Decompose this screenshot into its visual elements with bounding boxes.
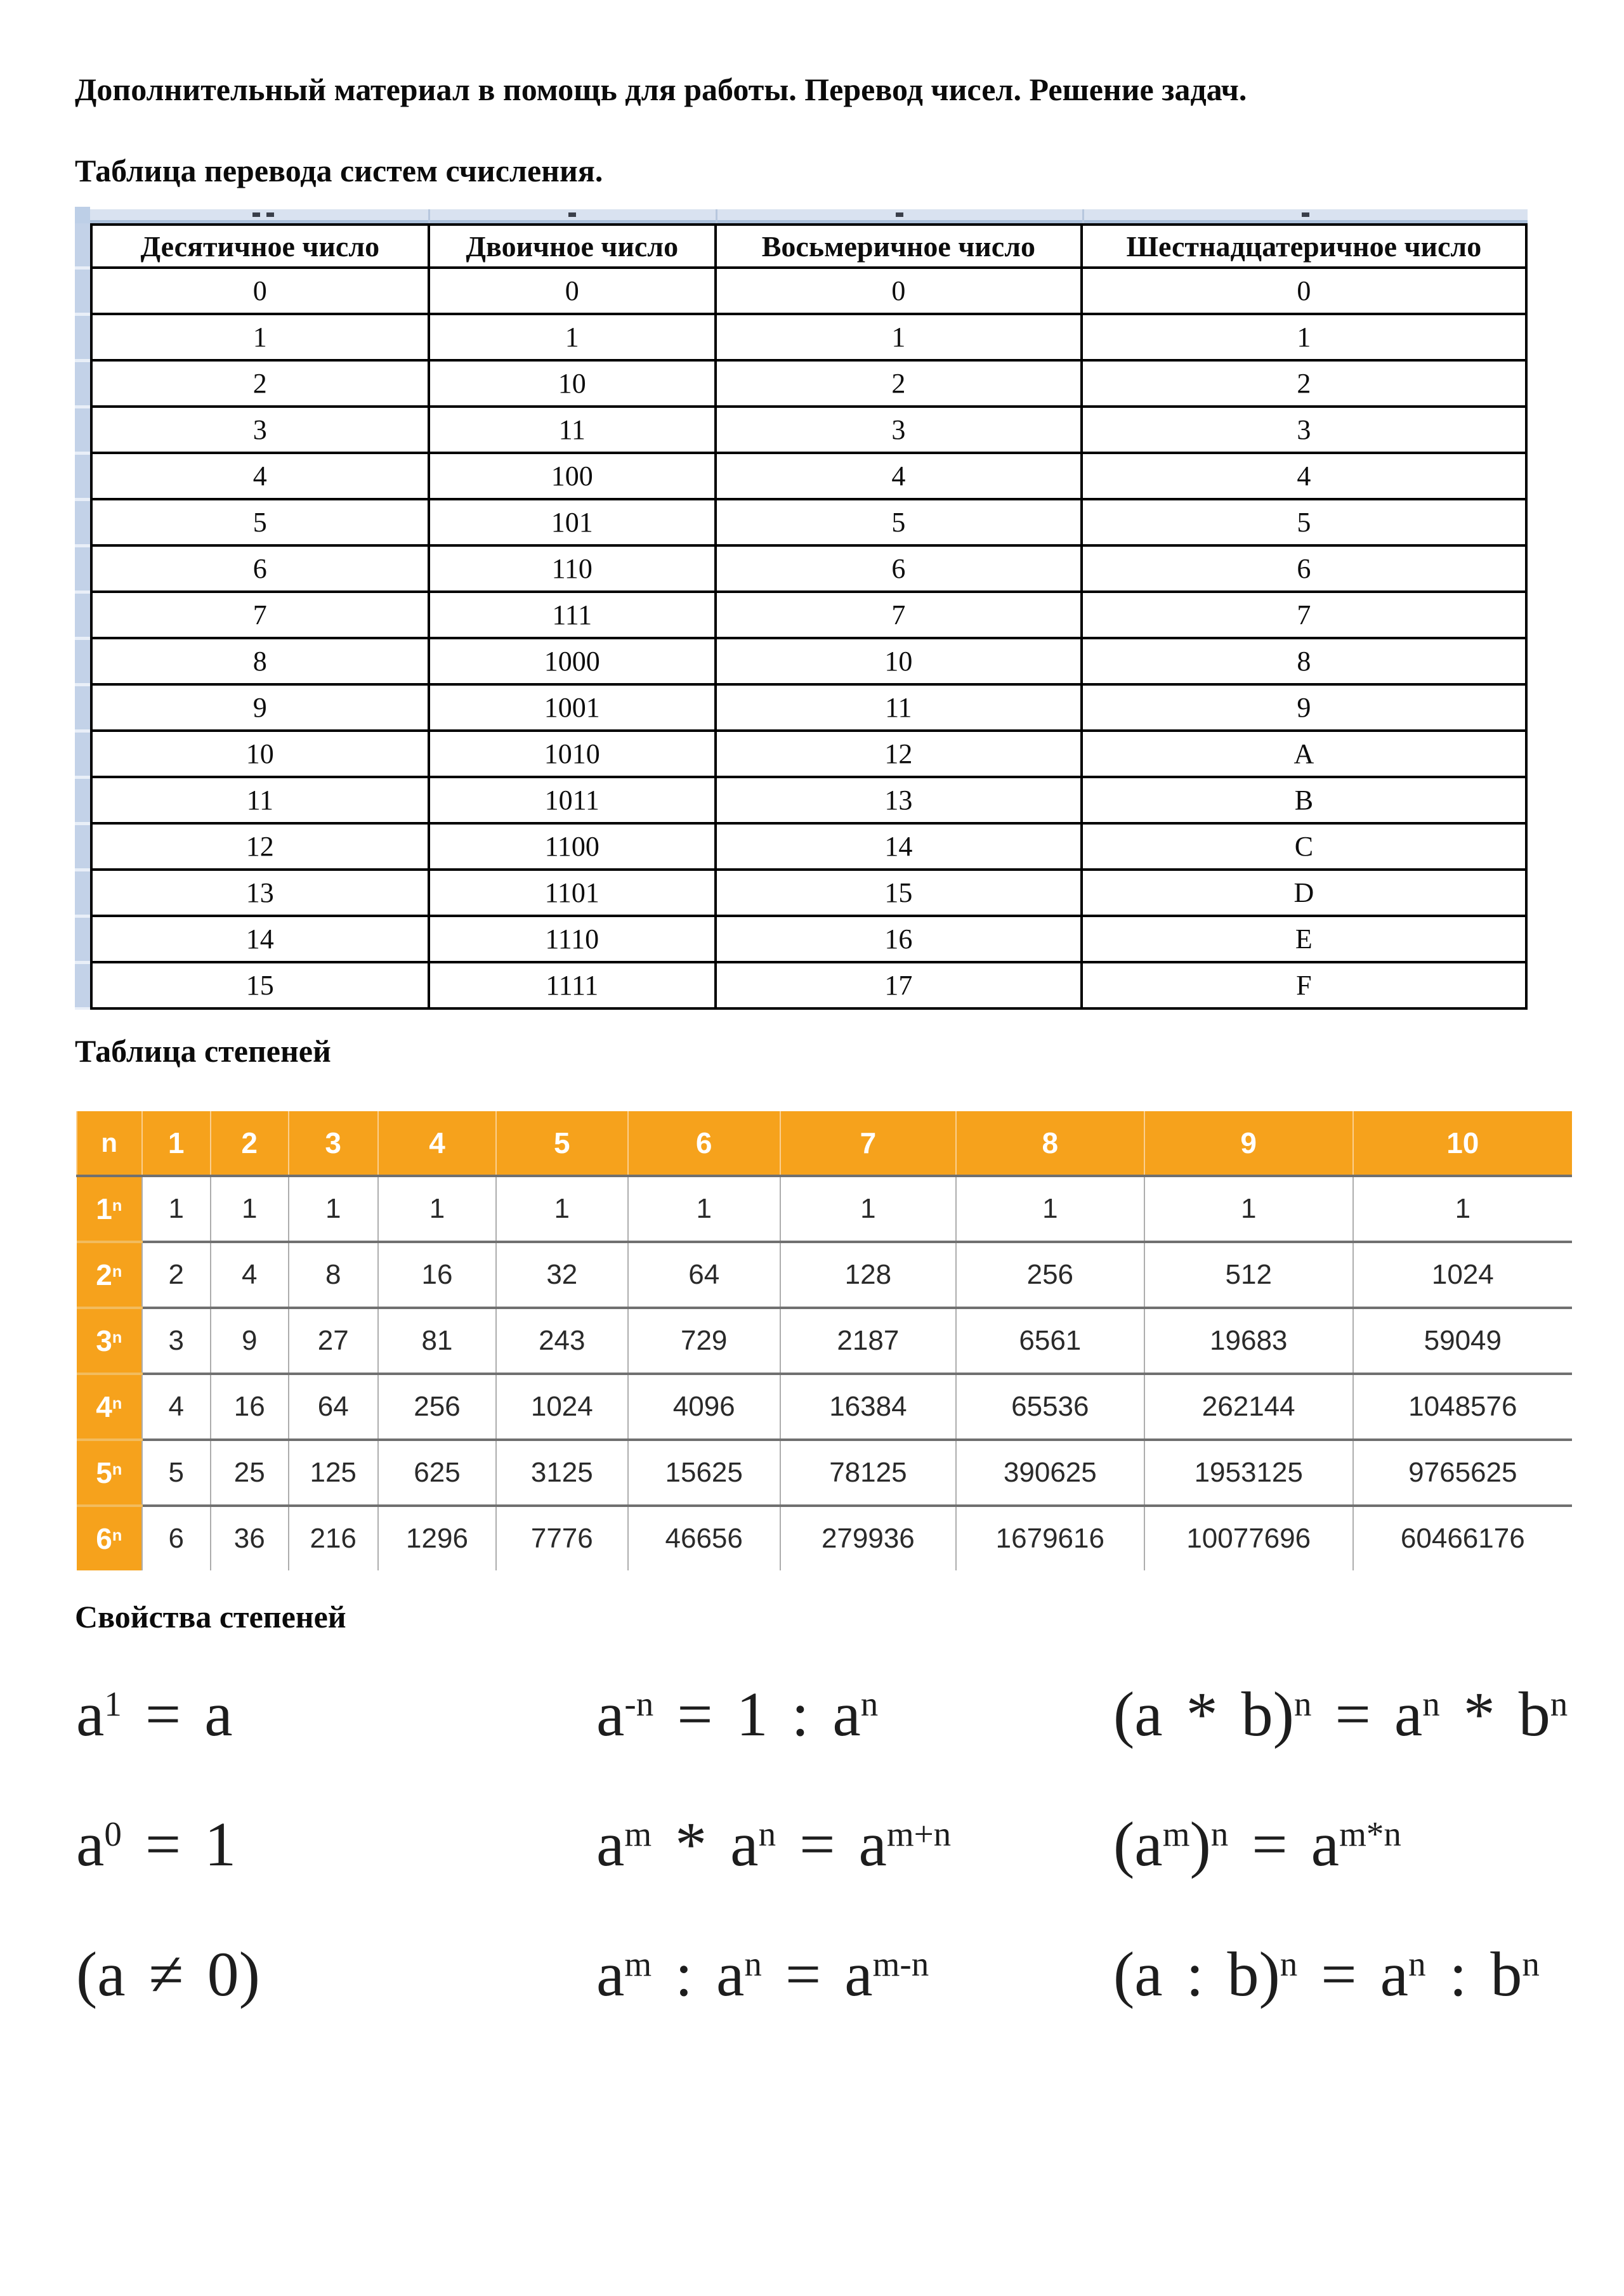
conversion-cell: 11 xyxy=(429,407,716,453)
powers-header-cell: 9 xyxy=(1144,1111,1353,1176)
conversion-row xyxy=(91,453,1526,499)
formula-superscript: n xyxy=(1408,1945,1426,1984)
cropped-text-artifact xyxy=(252,212,260,217)
conversion-row xyxy=(91,360,1526,407)
powers-header-cell: 8 xyxy=(956,1111,1144,1176)
conversion-cell: 12 xyxy=(716,731,1082,777)
conversion-header-cell: Шестнадцатеричное число xyxy=(1082,225,1526,268)
conversion-header-cell: Восьмеричное число xyxy=(716,225,1082,268)
conversion-cell: 13 xyxy=(716,777,1082,823)
conversion-row xyxy=(91,777,1526,823)
conversion-cell: 1101 xyxy=(429,870,716,916)
strip-divider xyxy=(716,209,717,223)
powers-cell: 65536 xyxy=(956,1374,1144,1440)
formula: $a^{-n} = 1$ : $a^n$ xyxy=(596,1678,879,1749)
powers-row xyxy=(77,1176,1572,1242)
powers-cell: 4 xyxy=(142,1374,211,1440)
conversion-cell: 100 xyxy=(429,453,716,499)
conversion-cell: 13 xyxy=(91,870,429,916)
powers-cell: 59049 xyxy=(1353,1308,1572,1374)
formula-superscript: n xyxy=(758,1815,776,1854)
conversion-cell: 1 xyxy=(429,314,716,360)
conversion-row xyxy=(91,962,1526,1008)
powers-cell: 1 xyxy=(628,1176,780,1242)
powers-header-row xyxy=(77,1111,1572,1176)
conversion-cell: 1000 xyxy=(429,638,716,684)
powers-cell: 8 xyxy=(289,1242,378,1308)
formula-superscript: n xyxy=(1422,1685,1440,1724)
conversion-cell: 11 xyxy=(716,684,1082,731)
conversion-cell: 1011 xyxy=(429,777,716,823)
powers-header-cell: 3 xyxy=(289,1111,378,1176)
conversion-row xyxy=(91,684,1526,731)
conversion-cell: 1010 xyxy=(429,731,716,777)
powers-cell: 4096 xyxy=(628,1374,780,1440)
conversion-cell: 15 xyxy=(716,870,1082,916)
powers-row-label: 6$^n$ xyxy=(77,1506,142,1570)
powers-cell: 1 xyxy=(1144,1176,1353,1242)
formula-superscript: -n xyxy=(624,1685,654,1724)
exponent-superscript: n xyxy=(112,1263,122,1281)
powers-cell: 16 xyxy=(378,1242,496,1308)
conversion-cell: 0 xyxy=(91,268,429,314)
powers-cell: 16384 xyxy=(780,1374,956,1440)
conversion-cell: 1100 xyxy=(429,823,716,870)
powers-row-label: 1$^n$ xyxy=(77,1176,142,1242)
conversion-cell: 1110 xyxy=(429,916,716,962)
conversion-row xyxy=(91,916,1526,962)
conversion-cell: 7 xyxy=(1082,592,1526,638)
conversion-row xyxy=(91,268,1526,314)
conversion-cell: 2 xyxy=(716,360,1082,407)
formula: (a : $b)^n = a^n$ : $b^n$ xyxy=(1113,1938,1540,2009)
conversion-cell: B xyxy=(1082,777,1526,823)
powers-cell: 6561 xyxy=(956,1308,1144,1374)
conversion-cell: 4 xyxy=(91,453,429,499)
powers-row xyxy=(77,1374,1572,1440)
conversion-cell: 16 xyxy=(716,916,1082,962)
conversion-cell: 1001 xyxy=(429,684,716,731)
conversion-row xyxy=(91,499,1526,545)
powers-cell: 256 xyxy=(956,1242,1144,1308)
formula: (a ≠ 0) xyxy=(76,1938,260,2009)
conversion-cell: 0 xyxy=(429,268,716,314)
exponent-superscript: n xyxy=(112,1461,122,1479)
powers-cell: 279936 xyxy=(780,1506,956,1570)
powers-cell: 1 xyxy=(780,1176,956,1242)
conversion-cell: 7 xyxy=(716,592,1082,638)
conversion-header-cell: Двоичное число xyxy=(429,225,716,268)
formula-superscript: m xyxy=(624,1945,652,1984)
powers-cell: 19683 xyxy=(1144,1308,1353,1374)
conversion-row xyxy=(91,592,1526,638)
conversion-cell: D xyxy=(1082,870,1526,916)
powers-cell: 1 xyxy=(1353,1176,1572,1242)
conversion-cell: 2 xyxy=(1082,360,1526,407)
conversion-row xyxy=(91,407,1526,453)
cropped-row-strip xyxy=(75,209,1528,223)
conversion-cell: 3 xyxy=(1082,407,1526,453)
cropped-text-artifact xyxy=(1302,212,1309,217)
conversion-cell: 6 xyxy=(91,545,429,592)
conversion-cell: 4 xyxy=(716,453,1082,499)
conversion-cell: 111 xyxy=(429,592,716,638)
conversion-cell: A xyxy=(1082,731,1526,777)
powers-cell: 7776 xyxy=(496,1506,627,1570)
formula-superscript: n xyxy=(1210,1815,1229,1854)
powers-cell: 125 xyxy=(289,1440,378,1506)
powers-cell: 729 xyxy=(628,1308,780,1374)
powers-cell: 25 xyxy=(211,1440,289,1506)
conversion-cell: C xyxy=(1082,823,1526,870)
powers-cell: 5 xyxy=(142,1440,211,1506)
powers-header-cell: 7 xyxy=(780,1111,956,1176)
strip-divider xyxy=(1082,209,1084,223)
powers-cell: 36 xyxy=(211,1506,289,1570)
powers-cell: 1296 xyxy=(378,1506,496,1570)
powers-cell: 216 xyxy=(289,1506,378,1570)
powers-cell: 81 xyxy=(378,1308,496,1374)
conversion-row xyxy=(91,314,1526,360)
conversion-cell: 5 xyxy=(1082,499,1526,545)
powers-cell: 32 xyxy=(496,1242,627,1308)
excel-row-header-sliver xyxy=(75,223,90,1010)
conversion-row xyxy=(91,870,1526,916)
formula-superscript: n xyxy=(1522,1945,1540,1984)
powers-row-label: 2$^n$ xyxy=(77,1242,142,1308)
conversion-cell: F xyxy=(1082,962,1526,1008)
exponent-superscript: n xyxy=(112,1395,122,1413)
powers-cell: 243 xyxy=(496,1308,627,1374)
powers-cell: 2 xyxy=(142,1242,211,1308)
formula-superscript: m+n xyxy=(886,1815,952,1854)
powers-cell: 1 xyxy=(289,1176,378,1242)
powers-cell: 1 xyxy=(956,1176,1144,1242)
powers-row xyxy=(77,1506,1572,1570)
powers-header-cell: 5 xyxy=(496,1111,627,1176)
powers-cell: 6 xyxy=(142,1506,211,1570)
powers-row-label: 5$^n$ xyxy=(77,1440,142,1506)
section-title-properties: Свойства степеней xyxy=(75,1599,346,1634)
powers-cell: 3 xyxy=(142,1308,211,1374)
powers-row xyxy=(77,1308,1572,1374)
conversion-cell: 9 xyxy=(91,684,429,731)
conversion-cell: 101 xyxy=(429,499,716,545)
conversion-row xyxy=(91,638,1526,684)
powers-cell: 1953125 xyxy=(1144,1440,1353,1506)
formula-superscript: n xyxy=(1280,1945,1298,1984)
powers-cell: 4 xyxy=(211,1242,289,1308)
conversion-cell: 10 xyxy=(429,360,716,407)
formula-superscript: m xyxy=(624,1815,652,1854)
cropped-text-artifact xyxy=(266,212,274,217)
powers-cell: 64 xyxy=(289,1374,378,1440)
conversion-cell: 1111 xyxy=(429,962,716,1008)
conversion-cell: 1 xyxy=(1082,314,1526,360)
formula: $(a^m)^n = a^{m*n}$ xyxy=(1113,1808,1401,1879)
powers-cell: 10077696 xyxy=(1144,1506,1353,1570)
cropped-text-artifact xyxy=(568,212,576,217)
powers-cell: 78125 xyxy=(780,1440,956,1506)
powers-cell: 1 xyxy=(496,1176,627,1242)
powers-header-cell: 6 xyxy=(628,1111,780,1176)
formula-superscript: m*n xyxy=(1339,1815,1401,1854)
powers-header-cell: 4 xyxy=(378,1111,496,1176)
powers-cell: 9 xyxy=(211,1308,289,1374)
powers-row xyxy=(77,1440,1572,1506)
powers-row xyxy=(77,1242,1572,1308)
conversion-cell: 12 xyxy=(91,823,429,870)
powers-cell: 3125 xyxy=(496,1440,627,1506)
conversion-cell: 8 xyxy=(1082,638,1526,684)
powers-table xyxy=(76,1111,1572,1570)
powers-cell: 64 xyxy=(628,1242,780,1308)
powers-cell: 9765625 xyxy=(1353,1440,1572,1506)
conversion-cell: E xyxy=(1082,916,1526,962)
power-properties xyxy=(76,1649,1573,2039)
powers-cell: 625 xyxy=(378,1440,496,1506)
conversion-cell: 3 xyxy=(716,407,1082,453)
powers-cell: 60466176 xyxy=(1353,1506,1572,1570)
conversion-cell: 6 xyxy=(716,545,1082,592)
conversion-cell: 1 xyxy=(716,314,1082,360)
powers-cell: 16 xyxy=(211,1374,289,1440)
exponent-superscript: n xyxy=(112,1329,122,1347)
formula-superscript: n xyxy=(744,1945,762,1984)
formula: $(a * b)^n = a^n * b^n$ xyxy=(1113,1678,1568,1749)
powers-cell: 2187 xyxy=(780,1308,956,1374)
exponent-superscript: n xyxy=(112,1527,122,1545)
conversion-cell: 1 xyxy=(91,314,429,360)
formula-superscript: n xyxy=(1550,1685,1568,1724)
powers-cell: 262144 xyxy=(1144,1374,1353,1440)
powers-cell: 1 xyxy=(378,1176,496,1242)
conversion-cell: 9 xyxy=(1082,684,1526,731)
conversion-cell: 5 xyxy=(716,499,1082,545)
conversion-cell: 14 xyxy=(716,823,1082,870)
formula: $a^0 = 1$ xyxy=(76,1808,237,1879)
conversion-cell: 11 xyxy=(91,777,429,823)
exponent-superscript: n xyxy=(112,1197,122,1215)
conversion-cell: 7 xyxy=(91,592,429,638)
powers-cell: 15625 xyxy=(628,1440,780,1506)
powers-cell: 1024 xyxy=(496,1374,627,1440)
powers-cell: 46656 xyxy=(628,1506,780,1570)
formula-superscript: n xyxy=(860,1685,879,1724)
powers-cell: 390625 xyxy=(956,1440,1144,1506)
section-title-powers: Таблица степеней xyxy=(75,1033,331,1069)
section-title-conversion: Таблица перевода систем счисления. xyxy=(75,153,603,188)
powers-cell: 1 xyxy=(211,1176,289,1242)
conversion-cell: 0 xyxy=(716,268,1082,314)
formula: $a^1 = a$ xyxy=(76,1678,233,1749)
conversion-cell: 6 xyxy=(1082,545,1526,592)
conversion-header-row xyxy=(91,225,1526,268)
formula: $a^m * a^n = a^{m+n}$ xyxy=(596,1808,952,1879)
powers-corner-label: n xyxy=(77,1111,142,1176)
conversion-row xyxy=(91,545,1526,592)
powers-cell: 256 xyxy=(378,1374,496,1440)
conversion-cell: 17 xyxy=(716,962,1082,1008)
conversion-table-screenshot xyxy=(75,209,1528,1010)
conversion-header-cell: Десятичное число xyxy=(91,225,429,268)
conversion-cell: 5 xyxy=(91,499,429,545)
powers-header-cell: 10 xyxy=(1353,1111,1572,1176)
conversion-cell: 4 xyxy=(1082,453,1526,499)
formula-superscript: 1 xyxy=(104,1685,122,1724)
powers-cell: 1 xyxy=(142,1176,211,1242)
conversion-cell: 2 xyxy=(91,360,429,407)
conversion-cell: 10 xyxy=(91,731,429,777)
conversion-cell: 14 xyxy=(91,916,429,962)
powers-cell: 1024 xyxy=(1353,1242,1572,1308)
powers-row-label: 3$^n$ xyxy=(77,1308,142,1374)
powers-cell: 1048576 xyxy=(1353,1374,1572,1440)
powers-row-label: 4$^n$ xyxy=(77,1374,142,1440)
powers-cell: 512 xyxy=(1144,1242,1353,1308)
formula-superscript: n xyxy=(1294,1685,1312,1724)
formula-superscript: 0 xyxy=(104,1815,122,1854)
conversion-cell: 8 xyxy=(91,638,429,684)
conversion-row xyxy=(91,823,1526,870)
formula: $a^m$ : $a^n = a^{m-n}$ xyxy=(596,1938,929,2009)
powers-header-cell: 1 xyxy=(142,1111,211,1176)
page-title: Дополнительный материал в помощь для работы. Перевод чисел. Решение задач. xyxy=(75,72,1247,107)
formula-superscript: m xyxy=(1162,1815,1190,1854)
powers-cell: 27 xyxy=(289,1308,378,1374)
conversion-table xyxy=(90,223,1528,1010)
strip-divider xyxy=(428,209,430,223)
conversion-row xyxy=(91,731,1526,777)
conversion-cell: 10 xyxy=(716,638,1082,684)
cropped-text-artifact xyxy=(896,212,903,217)
powers-header-cell: 2 xyxy=(211,1111,289,1176)
conversion-cell: 3 xyxy=(91,407,429,453)
powers-cell: 128 xyxy=(780,1242,956,1308)
conversion-cell: 110 xyxy=(429,545,716,592)
conversion-cell: 15 xyxy=(91,962,429,1008)
conversion-cell: 0 xyxy=(1082,268,1526,314)
powers-cell: 1679616 xyxy=(956,1506,1144,1570)
sliver-corner xyxy=(75,207,90,223)
formula-superscript: m-n xyxy=(872,1945,929,1984)
